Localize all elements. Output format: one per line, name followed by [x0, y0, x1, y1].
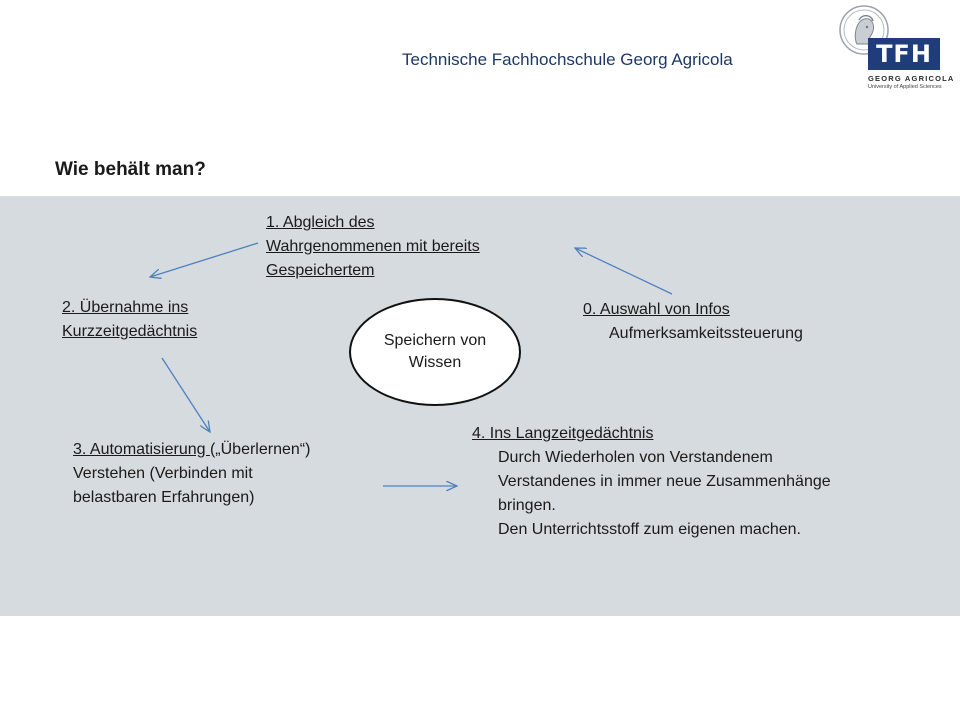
step-4-heading: 4. Ins Langzeitgedächtnis	[472, 425, 654, 442]
step-3-text	[73, 438, 310, 510]
step-0-line-1: 0. Auswahl von Infos	[583, 301, 730, 318]
step-0-text	[583, 298, 803, 346]
step-3-point-text: Verstehen (Verbinden mit	[73, 465, 253, 482]
step-1-line-2: Wahrgenommenen mit bereits	[266, 238, 480, 255]
step-4-point-2-text: Verstandenes in immer neue Zusammenhänge	[498, 473, 831, 490]
center-node	[349, 298, 521, 406]
tfh-wordmark: TFH	[868, 38, 940, 70]
step-4-point-3-text: Den Unterrichtsstoff zum eigenen machen.	[498, 521, 801, 538]
center-node-label	[370, 330, 500, 374]
step-1-text	[266, 211, 480, 283]
step-4-point-3	[472, 518, 831, 542]
step-4-point-2-cont: bringen.	[498, 497, 556, 514]
step-2-line-1: 2. Übernahme ins	[62, 299, 189, 316]
step-4-point-1-text: Durch Wiederholen von Verstandenem	[498, 449, 773, 466]
step-3-point	[73, 462, 310, 486]
slide-title: Wie behält man?	[55, 159, 206, 180]
arrow-1-to-2	[150, 243, 258, 277]
step-4-point-2	[472, 470, 831, 494]
step-1-line-3: Gespeichertem	[266, 262, 375, 279]
center-node-line-1: Speichern von	[383, 332, 487, 349]
step-1-line-1: 1. Abgleich des	[266, 214, 375, 231]
arrow-2-to-3	[162, 358, 210, 432]
step-2-line-2: Kurzzeitgedächtnis	[62, 323, 198, 340]
arrow-0-to-1	[575, 248, 672, 294]
step-3-heading	[73, 438, 310, 462]
organization-name: Technische Fachhochschule Georg Agricola	[402, 50, 733, 69]
step-4-text	[472, 422, 831, 542]
logo-tagline: University of Applied Sciences	[868, 84, 942, 90]
logo-subtitle: GEORG AGRICOLA	[868, 74, 955, 83]
step-4-point-1	[472, 446, 831, 470]
center-node-line-2: Wissen	[408, 354, 462, 371]
step-3-heading-rest: („Überlernen“)	[209, 441, 311, 458]
step-0-point-text: Aufmerksamkeitssteuerung	[609, 325, 803, 342]
step-2-text	[62, 296, 197, 344]
step-3-heading-underlined: 3. Automatisierung	[73, 441, 210, 458]
step-0-point	[583, 322, 803, 346]
step-3-point-cont: belastbaren Erfahrungen)	[73, 489, 255, 506]
